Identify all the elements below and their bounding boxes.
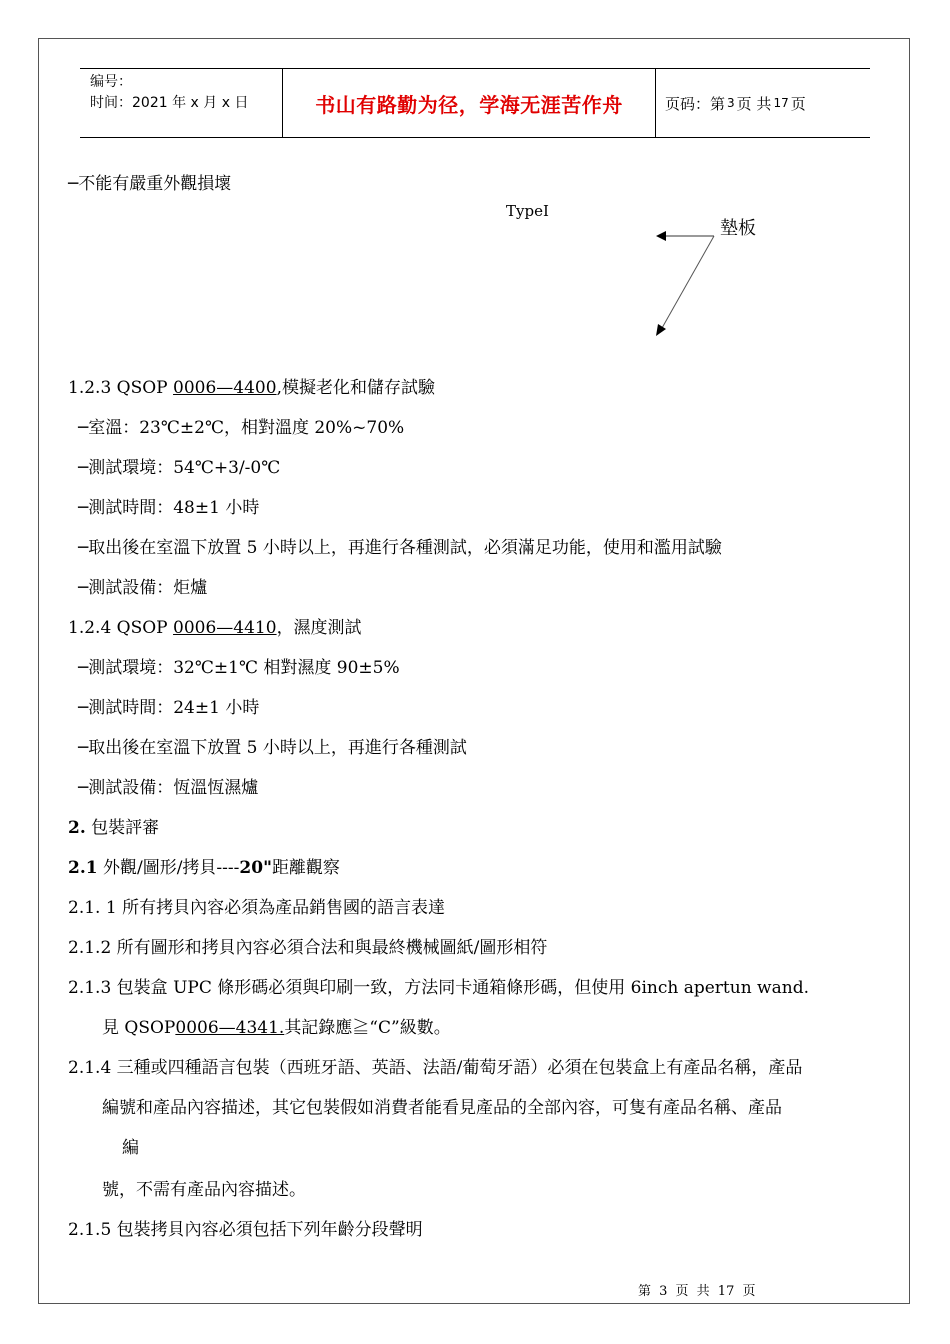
arrow-head-diagonal bbox=[656, 324, 666, 336]
figure-type-label: TypeI bbox=[506, 202, 549, 220]
page-prefix: 页码：第 bbox=[665, 94, 726, 113]
text-line: 2.1.4 三種或四種語言包裝（西班牙語、英語、法語/葡萄牙語）必須在包裝盒上有產品名稱，產品 bbox=[68, 1058, 803, 1078]
text-line: ─測試設備：恆溫恆濕爐 bbox=[78, 778, 259, 798]
text-line: 編號和產品內容描述，其它包裝假如消費者能看見產品的全部內容，可隻有產品名稱、產品 bbox=[102, 1098, 782, 1118]
page-footer: 第 3 页 共 17 页 bbox=[638, 1284, 756, 1299]
section-1-2-4: 1.2.4 QSOP 0006—4410，濕度測試 bbox=[68, 618, 362, 638]
header-table bbox=[80, 68, 870, 138]
figure-area bbox=[68, 202, 898, 376]
text-line: ─測試時間：24±1 小時 bbox=[78, 698, 260, 718]
page-suffix: 页 bbox=[790, 94, 806, 113]
text-line: 見 QSOP0006—4341.其記錄應≧“C”級數。 bbox=[102, 1018, 451, 1038]
text-line: ─測試環境：32℃±1℃ 相對濕度 90±5% bbox=[78, 658, 400, 678]
text-line: 2.1.5 包裝拷貝內容必須包括下列年齡分段聲明 bbox=[68, 1220, 423, 1240]
figure-arrows bbox=[68, 210, 898, 376]
text-line: 2.1.3 包裝盒 UPC 條形碼必須與印刷一致，方法同卡通箱條形碼，但使用 6inch apertun wand. bbox=[68, 978, 809, 998]
arrow-line-diagonal bbox=[662, 236, 714, 328]
header-page-info bbox=[656, 69, 870, 137]
page-mid: 页 共 bbox=[736, 94, 772, 113]
header-motto: 书山有路勤为径，学海无涯苦作舟 bbox=[282, 69, 656, 137]
text-line: ─測試環境：54℃+3/-0℃ bbox=[78, 458, 281, 478]
section-1-2-3: 1.2.3 QSOP 0006—4400,模擬老化和儲存試驗 bbox=[68, 378, 435, 398]
text-line: ─不能有嚴重外觀損壞 bbox=[68, 174, 232, 194]
text-line: ─測試時間：48±1 小時 bbox=[78, 498, 260, 518]
text-line: 2.1. 1 所有拷貝內容必須為產品銷售國的語言表達 bbox=[68, 898, 446, 918]
text-line: 編 bbox=[122, 1138, 139, 1158]
text-line: ─室溫：23℃±2℃，相對溫度 20%~70% bbox=[78, 418, 405, 438]
text-line: 號，不需有產品內容描述。 bbox=[102, 1180, 306, 1200]
header-meta bbox=[80, 69, 282, 137]
doc-time-label: 时间：2021 年 x 月 x 日 bbox=[90, 95, 249, 111]
document-body bbox=[68, 172, 898, 1258]
text-line: 2.1.2 所有圖形和拷貝內容必須合法和與最終機械圖紙/圖形相符 bbox=[68, 938, 548, 958]
page-current: 3 bbox=[727, 96, 735, 110]
page-total: 17 bbox=[773, 96, 789, 110]
arrow-head-horizontal bbox=[656, 231, 666, 241]
figure-board-label: 墊板 bbox=[720, 218, 756, 239]
text-line: ─測試設備：炬爐 bbox=[78, 578, 208, 598]
doc-number-label: 编号： bbox=[90, 74, 132, 90]
text-line: ─取出後在室溫下放置 5 小時以上，再進行各種測試 bbox=[78, 738, 467, 758]
text-line: ─取出後在室溫下放置 5 小時以上，再進行各種測試，必須滿足功能，使用和濫用試驗 bbox=[78, 538, 722, 558]
section-2-heading: 2. 包裝評審 bbox=[68, 818, 160, 838]
section-2-1-heading: 2.1 外觀/圖形/拷貝----20"距離觀察 bbox=[68, 858, 340, 878]
